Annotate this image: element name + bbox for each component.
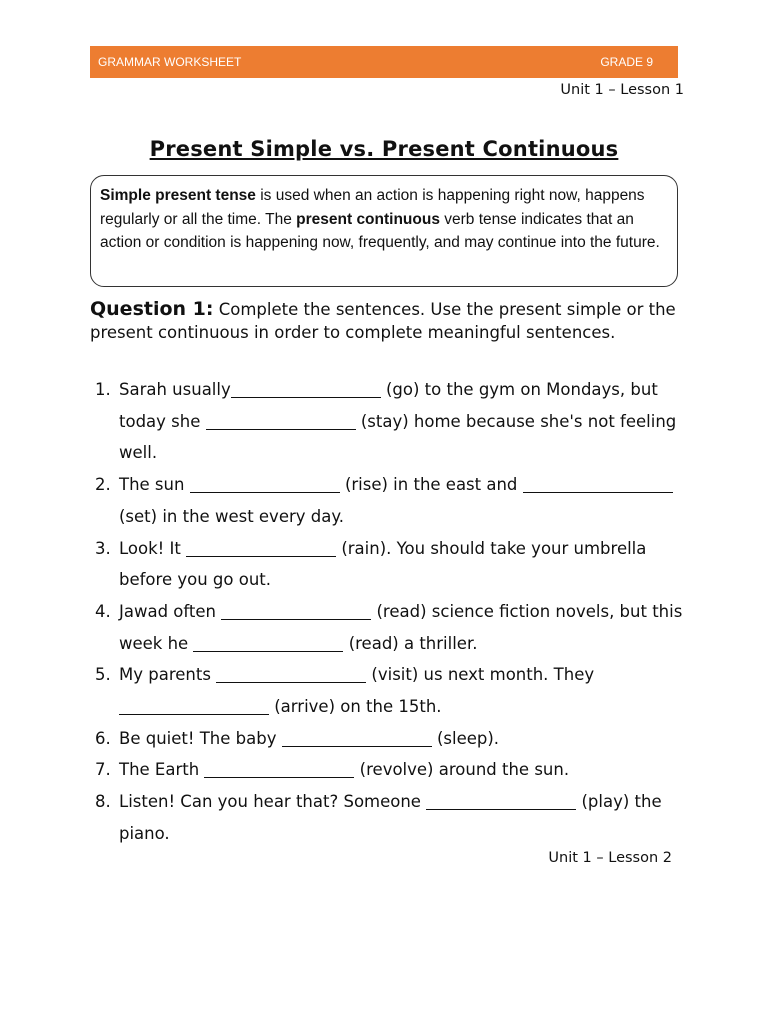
exercise-item-1 xyxy=(90,374,690,469)
page-title: Present Simple vs. Present Continuous xyxy=(149,137,619,161)
item-text: Jawad often xyxy=(119,601,222,621)
item-text: (set) in the west every day. xyxy=(119,506,345,526)
lesson-label-top: Unit 1 – Lesson 1 xyxy=(560,82,684,98)
definition-text-1: is used when an action is happening right now, happens regularly or all the time. The xyxy=(100,187,645,228)
answer-blank[interactable] xyxy=(231,381,381,399)
question-instruction: Complete the sentences. Use the present simple or the present continuous in order to complete meaningful sentences. xyxy=(90,300,676,342)
answer-blank[interactable] xyxy=(282,729,432,747)
item-text: (read) science fiction novels, but this week he xyxy=(119,601,683,653)
exercise-item-8 xyxy=(90,786,690,849)
item-number: 7. xyxy=(95,760,111,780)
item-text: The sun xyxy=(119,475,190,495)
item-number: 4. xyxy=(95,601,111,621)
item-number: 6. xyxy=(95,728,111,748)
exercise-item-6 xyxy=(90,723,690,755)
definition-term-present-continuous: present continuous xyxy=(296,210,440,228)
item-number: 3. xyxy=(95,538,111,558)
answer-blank[interactable] xyxy=(216,666,366,684)
item-number: 1. xyxy=(95,380,111,399)
item-number: 2. xyxy=(95,475,111,495)
answer-blank[interactable] xyxy=(221,602,371,620)
answer-blank[interactable] xyxy=(523,476,673,494)
item-text: (stay) home because she's not feeling well. xyxy=(119,411,677,463)
item-text: The Earth xyxy=(119,760,205,780)
exercise-list xyxy=(90,374,690,850)
item-text: Listen! Can you hear that? Someone xyxy=(119,792,427,812)
answer-blank[interactable] xyxy=(206,412,356,430)
definition-term-simple-present: Simple present tense xyxy=(100,187,256,204)
item-text: Be quiet! The baby xyxy=(119,728,282,748)
lesson-label-bottom: Unit 1 – Lesson 2 xyxy=(548,850,672,866)
item-text: (rise) in the east and xyxy=(339,475,523,495)
item-text: (play) the piano. xyxy=(119,792,662,843)
item-number: 8. xyxy=(95,792,111,812)
item-text: (arrive) on the 15th. xyxy=(269,697,442,717)
item-text: (visit) us next month. They xyxy=(366,665,595,685)
exercise-item-5 xyxy=(90,659,690,722)
item-text: (read) a thriller. xyxy=(343,633,478,653)
item-text: (revolve) around the sun. xyxy=(354,760,570,780)
item-number: 5. xyxy=(95,665,111,685)
definition-box xyxy=(90,175,678,287)
answer-blank[interactable] xyxy=(204,761,354,779)
item-text: (rain). You should take your umbrella before you go out. xyxy=(119,538,647,590)
answer-blank[interactable] xyxy=(426,793,576,811)
item-text: Sarah usually xyxy=(119,380,231,399)
definition-text-2: verb tense indicates that an action or condition is happening now, frequently, and may continue into the future. xyxy=(100,210,660,251)
question-1 xyxy=(90,298,680,344)
question-label: Question 1: xyxy=(90,298,214,320)
answer-blank[interactable] xyxy=(190,476,340,494)
answer-blank[interactable] xyxy=(193,634,343,652)
grade-label: GRADE 9 xyxy=(600,55,653,69)
item-text: (go) to the gym on Mondays, but today she xyxy=(119,380,658,431)
item-text: Look! It xyxy=(119,538,187,558)
exercise-item-2 xyxy=(90,469,690,532)
item-text: My parents xyxy=(119,665,217,685)
exercise-item-3 xyxy=(90,533,690,596)
worksheet-label: GRAMMAR WORKSHEET xyxy=(98,55,242,69)
item-text: (sleep). xyxy=(431,728,500,748)
worksheet-header-banner xyxy=(90,46,678,78)
exercise-item-4 xyxy=(90,596,690,659)
answer-blank[interactable] xyxy=(119,698,269,716)
answer-blank[interactable] xyxy=(186,539,336,557)
exercise-item-7 xyxy=(90,754,690,786)
